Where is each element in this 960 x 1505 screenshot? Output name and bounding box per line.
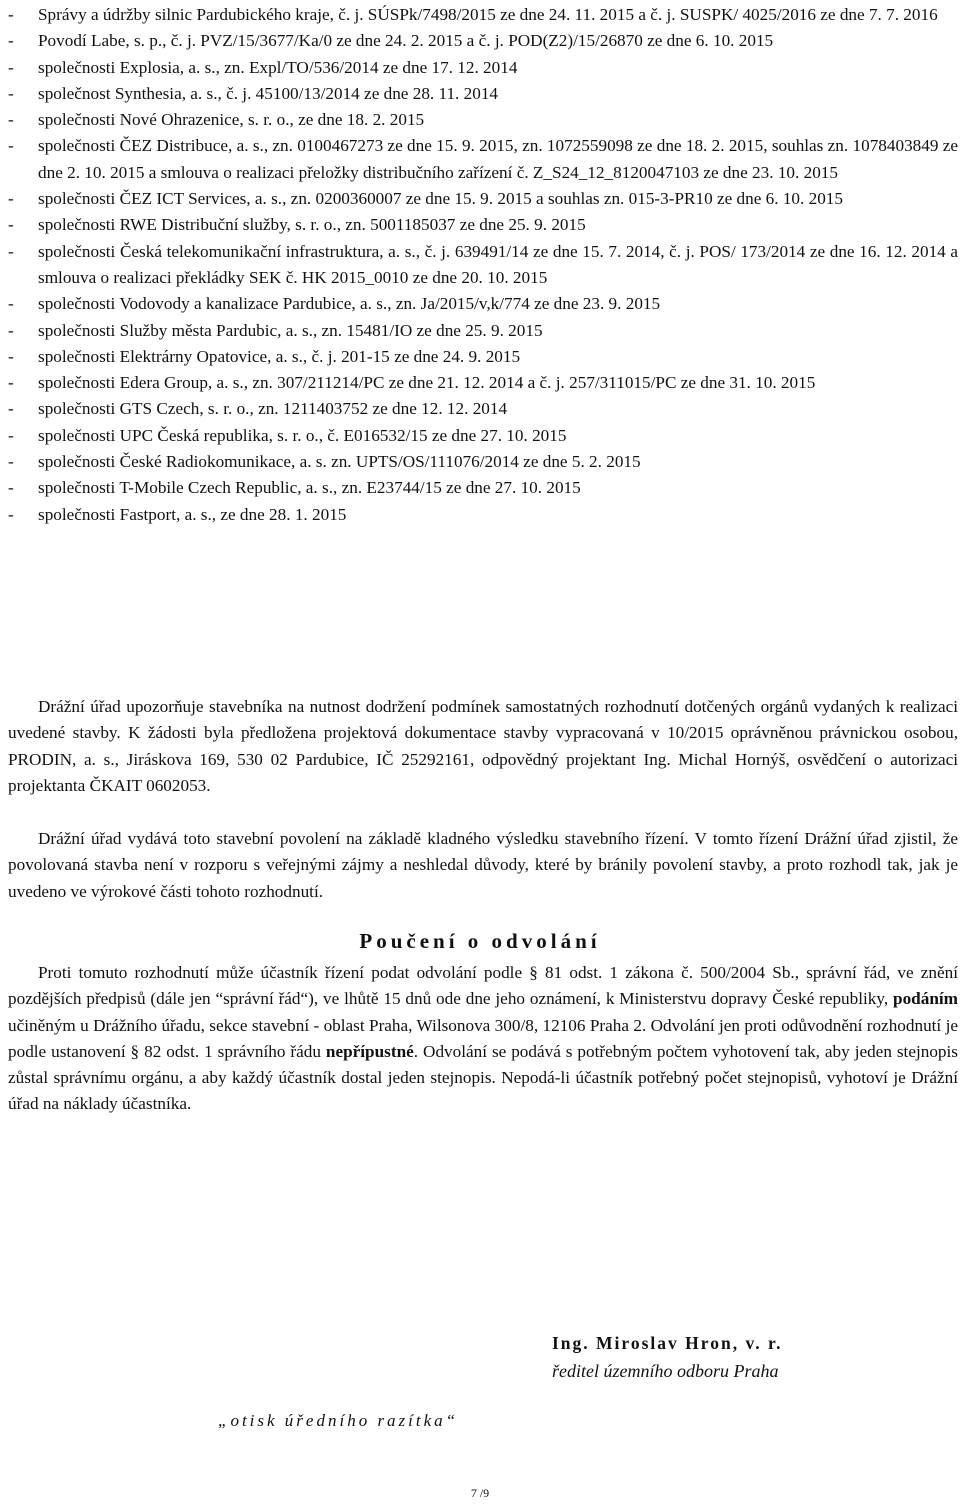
list-item: - společnost Synthesia, a. s., č. j. 45100/13/2014 ze dne 28. 11. 2014 xyxy=(8,81,958,107)
list-item: - společnosti Fastport, a. s., ze dne 28. 1. 2015 xyxy=(8,502,958,528)
list-item: - společnosti Edera Group, a. s., zn. 307/211214/PC ze dne 21. 12. 2014 a č. j. 257/311015/PC ze dne 31. 10. 2015 xyxy=(8,370,958,396)
signature-block xyxy=(552,1330,783,1385)
list-item: - společnosti UPC Česká republika, s. r. o., č. E016532/15 ze dne 27. 10. 2015 xyxy=(8,423,958,449)
list-item: - společnosti Služby města Pardubic, a. s., zn. 15481/IO ze dne 25. 9. 2015 xyxy=(8,318,958,344)
appeal-heading: Poučení o odvolání xyxy=(359,929,601,953)
list-item: - společnosti ČEZ Distribuce, a. s., zn. 0100467273 ze dne 15. 9. 2015, zn. 1072559098 ze dne 18. 2. 2015, souhlas zn. 1078403849 ze dne 2. 10. 2015 a smlouva o realizaci přeložky distribučního zařízení č. Z_S24_12_8120047103 ze dne 23. 10. 2015 xyxy=(8,133,958,186)
list-item: - společnosti ČEZ ICT Services, a. s., zn. 0200360007 ze dne 15. 9. 2015 a souhlas zn. 015-3-PR10 ze dne 6. 10. 2015 xyxy=(8,186,958,212)
appeal-text-3: . Odvolání se podává s potřebným počtem vyhotovení tak, aby jeden stejnopis zůstal správnímu orgánu, a aby každý účastník dostal jeden stejnopis. Nepodá-li účastník potřebný počet stejnopisů, vyhotoví je Drážní úřad na náklady účastníka. xyxy=(8,1041,958,1114)
appeal-bold-submission: podáním xyxy=(893,989,958,1009)
list-item: - společnosti Elektrárny Opatovice, a. s., č. j. 201-15 ze dne 24. 9. 2015 xyxy=(8,344,958,370)
appeal-text-1: Proti tomuto rozhodnutí může účastník řízení podat odvolání podle § 81 odst. 1 zákona č. 500/2004 Sb., správní řád, ve znění pozdějších předpisů (dále jen “správní řád“), ve lhůtě 15 dnů ode dne jeho oznámení, k Ministerstvu dopravy České republiky, xyxy=(8,963,958,1009)
parties-list xyxy=(8,2,958,528)
appeal-text-2: učiněným u Drážního úřadu, sekce stavební - oblast Praha, Wilsonova 300/8, 12106 Praha 2. Odvolání jen proti odůvodnění rozhodnutí je podle ustanovení § 82 odst. 1 správního řádu xyxy=(8,1015,958,1061)
signatory-title: ředitel územního odboru Praha xyxy=(552,1361,779,1382)
list-item: - společnosti RWE Distribuční služby, s. r. o., zn. 5001185037 ze dne 25. 9. 2015 xyxy=(8,212,958,238)
list-item: - Povodí Labe, s. p., č. j. PVZ/15/3677/Ka/0 ze dne 24. 2. 2015 a č. j. POD(Z2)/15/26870 ze dne 6. 10. 2015 xyxy=(8,28,958,54)
list-item: - společnosti Česká telekomunikační infrastruktura, a. s., č. j. 639491/14 ze dne 15. 7. 2014, č. j. POS/ 173/2014 ze dne 16. 12. 2014 a smlouva o realizaci překládky SEK č. HK 2015_0010 ze dne 20. 10. 2015 xyxy=(8,239,958,292)
stamp-placeholder: „otisk úředního razítka“ xyxy=(218,1411,459,1430)
list-item: - společnosti Nové Ohrazenice, s. r. o., ze dne 18. 2. 2015 xyxy=(8,107,958,133)
list-item: - společnosti Vodovody a kanalizace Pardubice, a. s., zn. Ja/2015/v,k/774 ze dne 23. 9. 2015 xyxy=(8,291,958,317)
signatory-name: Ing. Miroslav Hron, v. r. xyxy=(552,1333,783,1353)
paragraph-decision: Drážní úřad vydává toto stavební povolení na základě kladného výsledku stavebního řízení. V tomto řízení Drážní úřad zjistil, že povolovaná stavba není v rozporu s veřejnými zájmy a neshledal důvody, které by bránily povolení stavby, a proto rozhodl tak, jak je uvedeno ve výrokové části tohoto rozhodnutí. xyxy=(8,829,958,901)
page-number: 7 /9 xyxy=(470,1486,490,1500)
appeal-bold-inadmissible: nepřípustné xyxy=(325,1041,414,1061)
list-item: - společnosti České Radiokomunikace, a. s. zn. UPTS/OS/111076/2014 ze dne 5. 2. 2015 xyxy=(8,449,958,475)
paragraph-appeal xyxy=(8,960,958,1118)
list-item: - společnosti T-Mobile Czech Republic, a. s., zn. E23744/15 ze dne 27. 10. 2015 xyxy=(8,475,958,501)
list-item: - společnosti Explosia, a. s., zn. Expl/TO/536/2014 ze dne 17. 12. 2014 xyxy=(8,55,958,81)
paragraph-conditions: Drážní úřad upozorňuje stavebníka na nutnost dodržení podmínek samostatných rozhodnutí dotčených orgánů vydaných k realizaci uvedené stavby. K žádosti byla předložena projektová dokumentace stavby vypracovaná v 10/2015 oprávněnou právnickou osobou, PRODIN, a. s., Jiráskova 169, 530 02 Pardubice, IČ 25292161, odpovědný projektant Ing. Michal Hornýš, osvědčení o autorizaci projektanta ČKAIT 0602053. xyxy=(8,697,958,795)
list-item: - Správy a údržby silnic Pardubického kraje, č. j. SÚSPk/7498/2015 ze dne 24. 11. 2015 a č. j. SUSPK/ 4025/2016 ze dne 7. 7. 2016 xyxy=(8,2,958,28)
list-item: - společnosti GTS Czech, s. r. o., zn. 1211403752 ze dne 12. 12. 2014 xyxy=(8,396,958,422)
